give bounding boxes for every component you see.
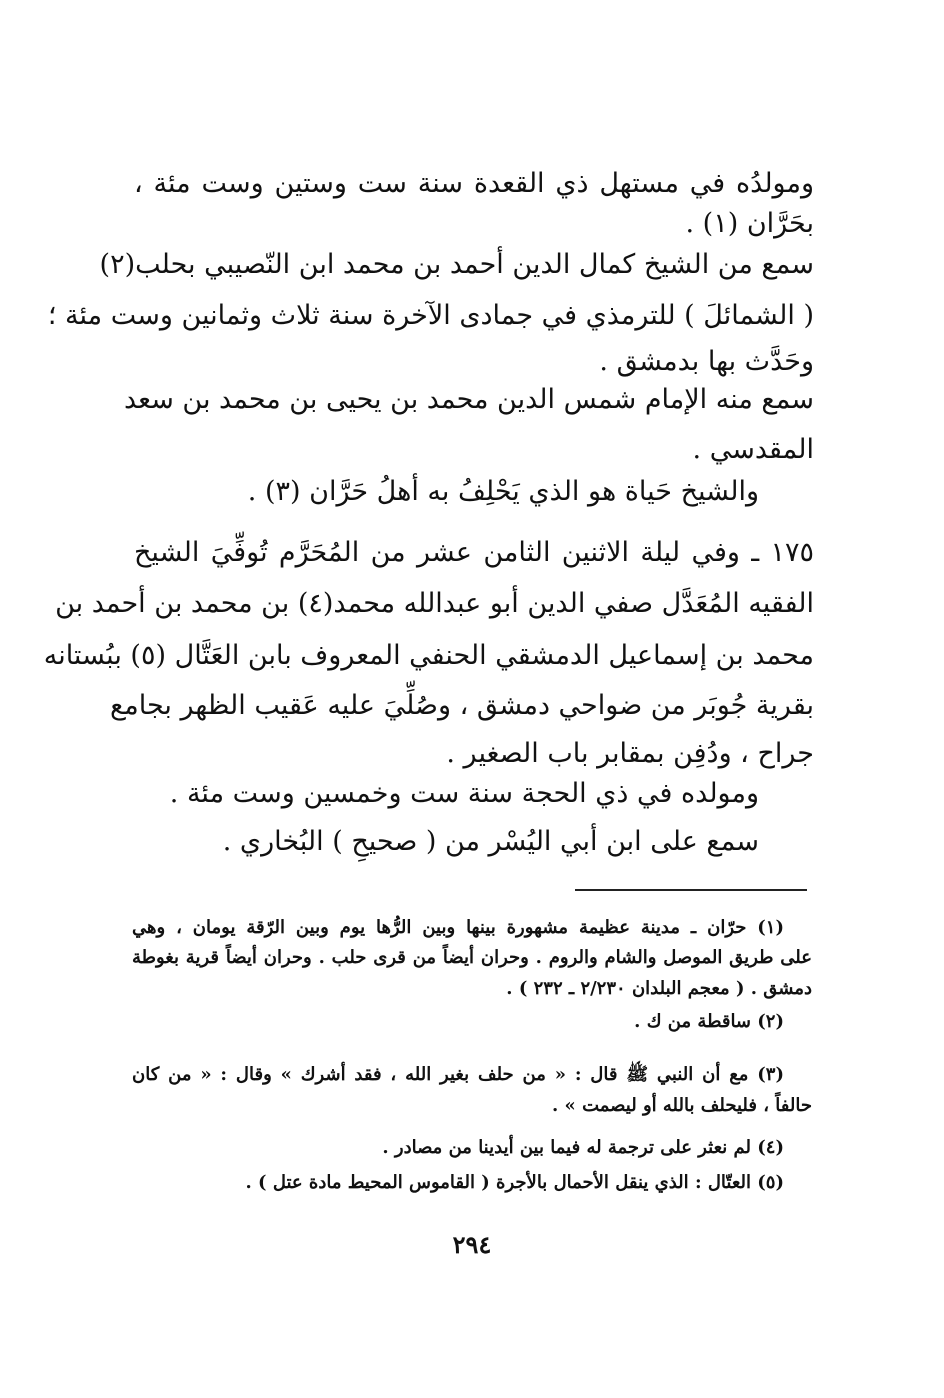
footnote-line: (٥) العتّال : الذي ينقل الأحمال بالأجرة ( القاموس المحيط مادة عتل ) .	[245, 1172, 784, 1193]
text-line: وحَدَّث بها بدمشق .	[599, 346, 814, 377]
text-line: والشيخ حَياة هو الذي يَحْلِفُ به أهلُ حَرَّان (٣) .	[247, 476, 759, 507]
text-line: سمع على ابن أبي اليُسْر من ( صحيحِ ) البُخاري .	[222, 826, 759, 857]
text-line: جراح ، ودُفِن بمقابر باب الصغير .	[446, 738, 814, 769]
text-line: سمع منه الإمام شمس الدين محمد بن يحيى بن محمد بن سعد	[124, 384, 814, 415]
footnote-line: (١) حرّان ـ مدينة عظيمة مشهورة بينها وبين الرُّها يوم وبين الرّقة يومان ، وهي	[132, 917, 784, 938]
text-line: ومولده في ذي الحجة سنة ست وخمسين وست مئة .	[169, 778, 759, 809]
footnote-line: دمشق . ( معجم البلدان ٢/٢٣٠ ـ ٢٣٢ ) .	[506, 978, 812, 999]
text-line: سمع من الشيخ كمال الدين أحمد بن محمد ابن النّصيبي بحلب(٢)	[99, 249, 814, 280]
footnote-line: (٤) لم نعثر على ترجمة له فيما بين أيدينا من مصادر .	[382, 1137, 784, 1158]
text-line: بقرية جُوبَر من ضواحي دمشق ، وصُلِّيَ عليه عَقيب الظهر بجامع	[109, 690, 814, 721]
page-number: ٢٩٤	[452, 1230, 492, 1259]
footnote-line: (٣) مع أن النبي ﷺ قال : « من حلف بغير الله ، فقد أشرك » وقال : « من كان	[132, 1064, 784, 1085]
text-line: ومولدُه في مستهل ذي القعدة سنة ست وستين وست مئة ،	[134, 168, 814, 199]
footnote-line: حالفاً ، فليحلف بالله أو ليصمت » .	[552, 1095, 812, 1116]
text-line: ( الشمائلَ ) للترمذي في جمادى الآخرة سنة ثلاث وثمانين وست مئة ؛	[47, 300, 814, 331]
entry-heading-line: ١٧٥ ـ وفي ليلة الاثنين الثامن عشر من المُحَرَّم تُوفِّيَ الشيخ	[134, 537, 814, 568]
footnote-line: (٢) ساقطة من ك .	[634, 1011, 784, 1032]
footnote-line: على طريق الموصل والشام والروم . وحران أيضاً من قرى حلب . وحران أيضاً قرية بغوطة	[132, 947, 812, 968]
text-line: الفقيه المُعَدَّل صفي الدين أبو عبدالله محمد(٤) بن محمد بن أحمد بن	[55, 588, 814, 619]
text-line: المقدسي .	[692, 434, 814, 465]
footnote-divider	[575, 889, 807, 891]
text-line: محمد بن إسماعيل الدمشقي الحنفي المعروف بابن العَتَّال (٥) ببُستانه	[43, 640, 814, 671]
text-line: بحَرَّان (١) .	[685, 208, 814, 239]
